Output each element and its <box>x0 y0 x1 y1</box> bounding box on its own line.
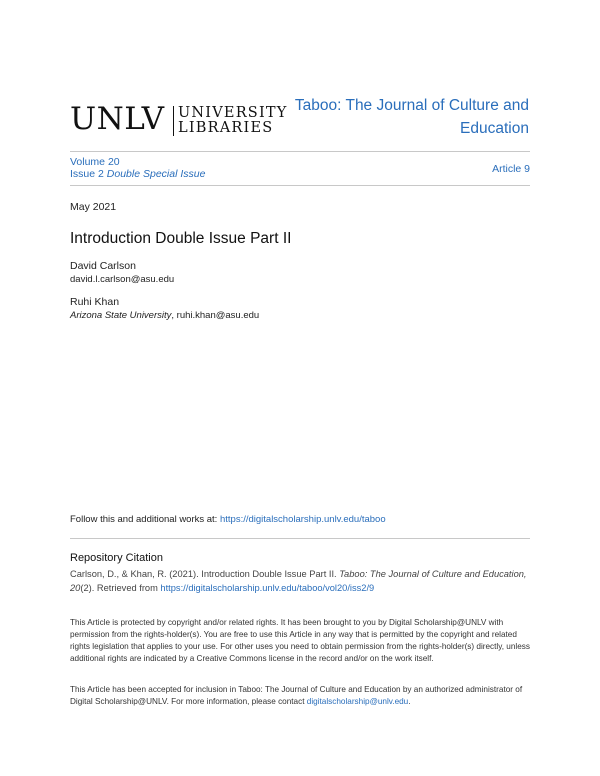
follow-text: Follow this and additional works at: <box>70 514 220 525</box>
inclusion-notice-text: This Article has been accepted for inclusion in Taboo: The Journal of Culture and Education by an authorized administrator of Digital Scholarship@UNLV. For more information, please contact <box>70 685 523 706</box>
author-affiliation-line: Arizona State University, ruhi.khan@asu.edu <box>70 310 260 321</box>
citation-url-link[interactable]: https://digitalscholarship.unlv.edu/taboo/vol20/iss2/9 <box>160 583 375 593</box>
issue-link[interactable] <box>70 168 205 181</box>
citation-text <box>70 567 530 595</box>
unlv-logo-wordmark: UNLV <box>70 101 165 137</box>
journal-title-link[interactable] <box>269 94 529 140</box>
citation-authors: Carlson, D., & Khan, R. (2021). Introduction Double Issue Part II. <box>70 569 340 579</box>
inclusion-notice-end: . <box>408 697 411 706</box>
author-email: david.l.carlson@asu.edu <box>70 274 175 285</box>
author-affiliation: Arizona State University <box>70 310 172 321</box>
header-divider <box>70 151 530 152</box>
logo-libraries-text: LIBRARIES <box>178 120 274 136</box>
follow-divider <box>70 538 530 539</box>
author-name: Ruhi Khan <box>70 296 120 308</box>
issue-number[interactable]: Issue 2 <box>70 168 104 180</box>
citation-journal: Taboo: The Journal of Culture and Education, 20 <box>70 569 527 593</box>
citation-retrieved: (2). Retrieved from <box>80 583 161 593</box>
issue-special-name[interactable]: Double Special Issue <box>106 168 206 180</box>
author-email: ruhi.khan@asu.edu <box>176 310 260 321</box>
article-number-link[interactable]: Article 9 <box>492 163 530 175</box>
journal-title-line1[interactable]: Taboo: The Journal of Culture and <box>294 97 529 114</box>
issue-divider <box>70 185 530 186</box>
inclusion-notice <box>70 684 532 708</box>
publication-date: May 2021 <box>70 201 117 213</box>
journal-title-line2[interactable]: Education <box>460 120 529 137</box>
logo-university-text: UNIVERSITY <box>178 105 288 121</box>
repository-citation-heading: Repository Citation <box>70 552 163 564</box>
volume-link[interactable]: Volume 20 <box>70 156 120 168</box>
author-name: David Carlson <box>70 260 136 272</box>
taboo-collection-link[interactable]: https://digitalscholarship.unlv.edu/taboo <box>219 514 386 525</box>
follow-line <box>70 514 386 525</box>
article-title: Introduction Double Issue Part II <box>70 230 292 247</box>
contact-email-link[interactable]: digitalscholarship@unlv.edu <box>306 697 409 706</box>
logo-divider <box>173 106 174 136</box>
copyright-notice: This Article is protected by copyright and/or related rights. It has been brought to you by Digital Scholarship@UNLV with permission from the rights-holder(s). You are free to use this Article in any way that is permitted by the copyright and related rights legislation that applies to your use. For other uses you need to obtain permission from the rights-holder(s) directly, unless additional rights are indicated by a Creative Commons license in the record and/or on the work itself. <box>70 618 530 663</box>
